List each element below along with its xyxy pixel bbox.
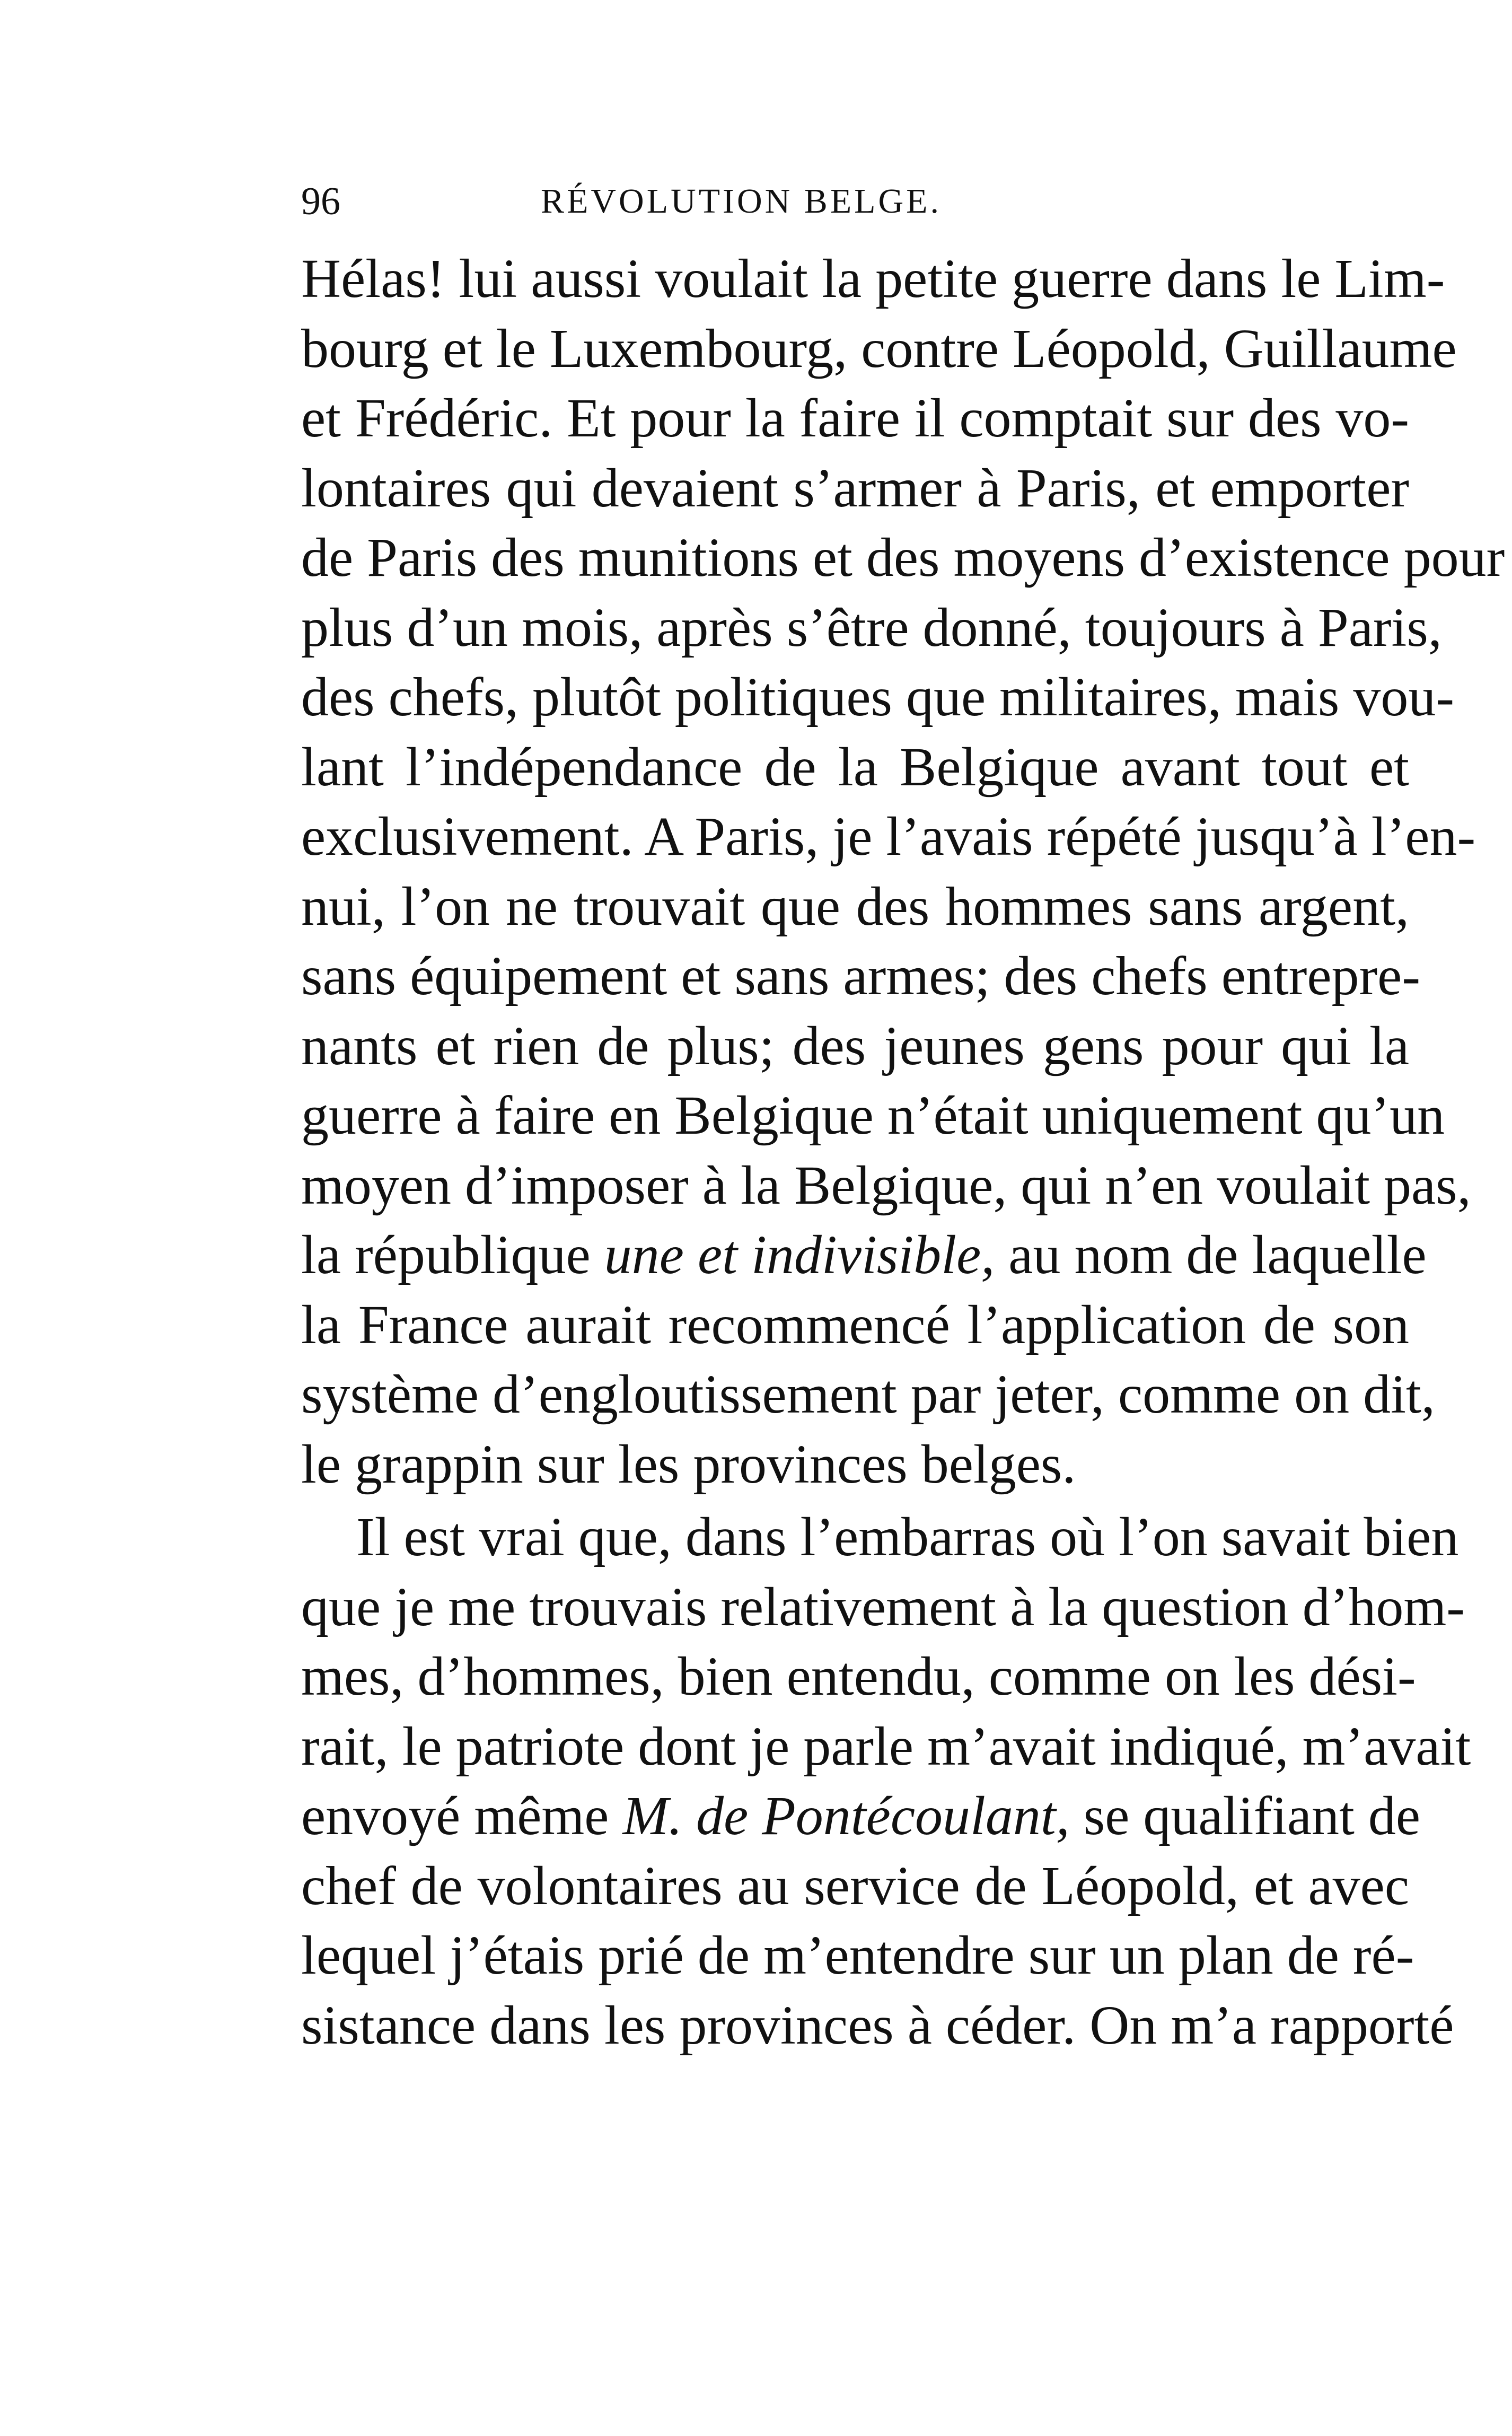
text-line: nui, l’on ne trouvait que des hommes sans argent, bbox=[301, 875, 1409, 937]
text-line: système d’engloutissement par jeter, comme on dit, bbox=[301, 1364, 1435, 1425]
text-line: sans équipement et sans armes; des chefs entrepre- bbox=[301, 945, 1420, 1006]
text-line: lant l’indépendance de la Belgique avant tout et bbox=[301, 736, 1409, 798]
text-line: chef de volontaires au service de Léopold, et avec bbox=[301, 1855, 1409, 1916]
italic-phrase: M. de Pontécoulant, bbox=[622, 1785, 1070, 1846]
text-line: le grappin sur les provinces belges. bbox=[301, 1433, 1076, 1495]
paragraph-2 bbox=[301, 1502, 1471, 2060]
text-line-with-italic bbox=[301, 1220, 1427, 1290]
page-header bbox=[301, 170, 1181, 233]
text-line: Il est vrai que, dans l’embarras où l’on savait bien bbox=[356, 1506, 1459, 1567]
text-line: que je me trouvais relativement à la question d’hom- bbox=[301, 1576, 1465, 1637]
page-number: 96 bbox=[301, 180, 340, 223]
text-segment: envoyé même bbox=[301, 1785, 623, 1846]
text-line: moyen d’imposer à la Belgique, qui n’en voulait pas, bbox=[301, 1154, 1471, 1216]
text-segment: au nom de laquelle bbox=[995, 1224, 1427, 1285]
text-line: des chefs, plutôt politiques que militaires, mais vou- bbox=[301, 667, 1454, 728]
text-segment: se qualifiant de bbox=[1069, 1785, 1421, 1846]
text-line: de Paris des munitions et des moyens d’existence pour bbox=[301, 527, 1505, 588]
text-line: rait, le patriote dont je parle m’avait indiqué, m’avait bbox=[301, 1715, 1471, 1777]
text-line: la France aurait recommencé l’application de son bbox=[301, 1294, 1409, 1355]
text-line: et Frédéric. Et pour la faire il comptait sur des vo- bbox=[301, 388, 1409, 449]
italic-phrase: une et indivisible, bbox=[604, 1224, 995, 1285]
text-line: plus d’un mois, après s’être donné, toujours à Paris, bbox=[301, 597, 1442, 658]
text-line: Hélas! lui aussi voulait la petite guerre dans le Lim- bbox=[301, 248, 1445, 309]
text-line: lequel j’étais prié de m’entendre sur un plan de ré- bbox=[301, 1925, 1414, 1986]
text-line-with-italic bbox=[301, 1781, 1421, 1851]
body-text bbox=[301, 244, 1505, 2060]
text-line: exclusivement. A Paris, je l’avais répété jusqu’à l’en- bbox=[301, 806, 1476, 867]
text-line: sistance dans les provinces à céder. On m’a rapporté bbox=[301, 1994, 1454, 2056]
text-line: lontaires qui devaient s’armer à Paris, et emporter bbox=[301, 457, 1409, 519]
text-line: bourg et le Luxembourg, contre Léopold, Guillaume bbox=[301, 318, 1457, 379]
running-title: RÉVOLUTION BELGE. bbox=[541, 182, 942, 221]
text-line: guerre à faire en Belgique n’était uniquement qu’un bbox=[301, 1085, 1445, 1146]
paragraph-1 bbox=[301, 244, 1505, 1499]
text-line: nants et rien de plus; des jeunes gens pour qui la bbox=[301, 1015, 1409, 1076]
text-line: mes, d’hommes, bien entendu, comme on les dési- bbox=[301, 1646, 1416, 1707]
text-segment: la république bbox=[301, 1224, 604, 1285]
